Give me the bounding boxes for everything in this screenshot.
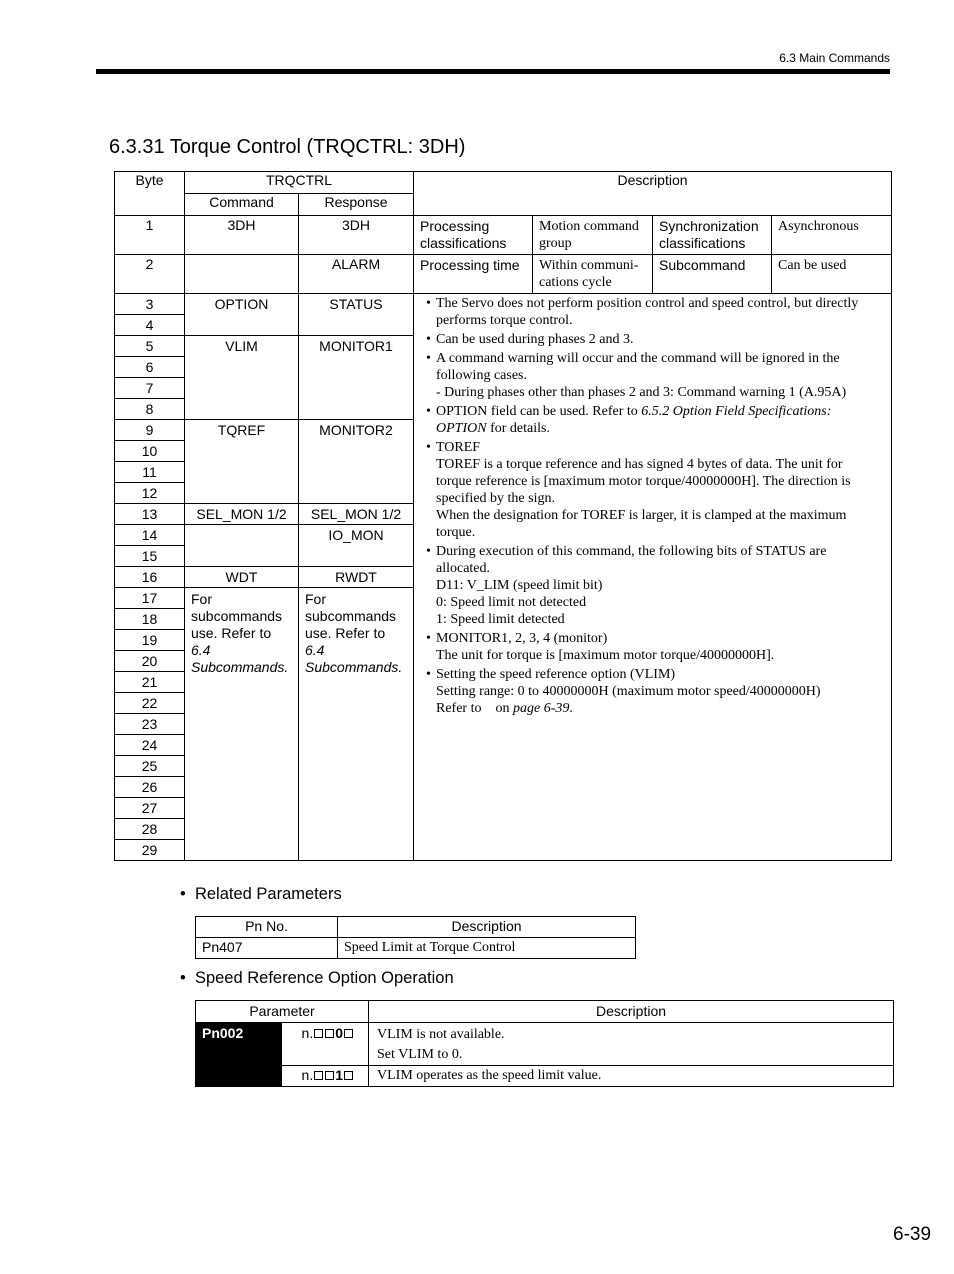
header-response: Response	[299, 194, 414, 216]
byte-cell: 17	[115, 588, 185, 609]
byte-cell: 1	[115, 216, 185, 255]
header-description: Description	[414, 172, 892, 216]
byte-cell: 5	[115, 336, 185, 357]
related-parameters-heading: • Related Parameters	[180, 885, 342, 903]
byte-cell: 22	[115, 693, 185, 714]
description-cell	[414, 294, 892, 861]
value-cell: Asynchronous	[772, 216, 892, 255]
byte-cell: 2	[115, 255, 185, 294]
command-cell: VLIM	[185, 336, 299, 420]
byte-cell: 24	[115, 735, 185, 756]
byte-cell: 21	[115, 672, 185, 693]
desc-bullet: • The Servo does not perform position control and speed control, but directly performs torque control.	[426, 295, 881, 329]
response-cell: ALARM	[299, 255, 414, 294]
related-parameters-table	[195, 916, 636, 959]
pn-description: Speed Limit at Torque Control	[338, 938, 636, 959]
response-cell: MONITOR2	[299, 420, 414, 504]
page-number: 6-39	[893, 1224, 932, 1245]
header-command: Command	[185, 194, 299, 216]
byte-cell: 25	[115, 756, 185, 777]
desc-bullet: • Setting the speed reference option (VLIM) Setting range: 0 to 40000000H (maximum motor speed/40000000H) Refer to on page 6-39.	[426, 666, 881, 717]
byte-cell: 13	[115, 504, 185, 525]
byte-cell: 27	[115, 798, 185, 819]
byte-cell: 4	[115, 315, 185, 336]
desc-bullet: • TOREF TOREF is a torque reference and has signed 4 bytes of data. The unit for torque reference is [maximum motor torque/40000000H]. The direction is specified by the sign. When the designation for TOREF is larger, it is clamped at the maximum torque.	[426, 439, 881, 541]
command-cell: 3DH	[185, 216, 299, 255]
speed-reference-table	[195, 1000, 894, 1087]
header-pn-no: Pn No.	[196, 917, 338, 938]
value-cell: Motion command group	[533, 216, 653, 255]
byte-cell: 15	[115, 546, 185, 567]
label-cell: Subcommand	[653, 255, 772, 294]
byte-cell: 18	[115, 609, 185, 630]
byte-cell: 26	[115, 777, 185, 798]
byte-cell: 29	[115, 840, 185, 861]
response-cell: RWDT	[299, 567, 414, 588]
byte-cell: 11	[115, 462, 185, 483]
byte-cell: 6	[115, 357, 185, 378]
response-cell: IO_MON	[299, 525, 414, 567]
byte-cell: 9	[115, 420, 185, 441]
byte-cell: 19	[115, 630, 185, 651]
command-cell: TQREF	[185, 420, 299, 504]
speed-reference-heading: • Speed Reference Option Operation	[180, 969, 454, 987]
header-description: Description	[338, 917, 636, 938]
pn-number: Pn407	[196, 938, 338, 959]
byte-cell: 3	[115, 294, 185, 315]
header-trqctrl: TRQCTRL	[185, 172, 414, 194]
header-byte: Byte	[115, 172, 185, 216]
value-cell: Within communi-cations cycle	[533, 255, 653, 294]
section-title: 6.3.31 Torque Control (TRQCTRL: 3DH)	[109, 136, 466, 158]
header-description: Description	[369, 1001, 894, 1023]
byte-cell: 7	[115, 378, 185, 399]
response-cell: MONITOR1	[299, 336, 414, 420]
label-cell: Processing time	[414, 255, 533, 294]
response-cell: SEL_MON 1/2	[299, 504, 414, 525]
command-cell: WDT	[185, 567, 299, 588]
label-cell: Synchronization classifications	[653, 216, 772, 255]
byte-cell: 20	[115, 651, 185, 672]
desc-bullet: • OPTION field can be used. Refer to 6.5.2 Option Field Specifications: OPTION for details.	[426, 403, 881, 437]
response-cell: STATUS	[299, 294, 414, 336]
command-cell-empty	[185, 525, 299, 567]
response-subcommand-cell: For subcommands use. Refer to 6.4 Subcommands.	[299, 588, 414, 861]
byte-cell: 12	[115, 483, 185, 504]
byte-cell: 16	[115, 567, 185, 588]
setting-description: VLIM is not available. Set VLIM to 0.	[369, 1023, 894, 1066]
command-cell: OPTION	[185, 294, 299, 336]
command-table	[114, 171, 892, 861]
desc-bullet: • A command warning will occur and the command will be ignored in the following cases. - During phases other than phases 2 and 3: Command warning 1 (A.95A)	[426, 350, 881, 401]
header-rule	[96, 69, 890, 74]
command-subcommand-cell: For subcommands use. Refer to 6.4 Subcommands.	[185, 588, 299, 861]
label-cell: Processing classifications	[414, 216, 533, 255]
setting-description: VLIM operates as the speed limit value.	[369, 1066, 894, 1087]
running-header: 6.3 Main Commands	[779, 51, 890, 65]
byte-cell: 28	[115, 819, 185, 840]
desc-bullet: • MONITOR1, 2, 3, 4 (monitor) The unit for torque is [maximum motor torque/40000000H].	[426, 630, 881, 664]
setting-value: n. 0	[282, 1023, 369, 1066]
byte-cell: 10	[115, 441, 185, 462]
command-cell-empty	[185, 255, 299, 294]
value-cell: Can be used	[772, 255, 892, 294]
desc-bullet: • During execution of this command, the following bits of STATUS are allocated. D11: V_LIM (speed limit bit) 0: Speed limit not detected 1: Speed limit detected	[426, 543, 881, 628]
setting-value: n. 1	[282, 1066, 369, 1087]
page-link[interactable]: page 6-39	[512, 701, 570, 716]
header-parameter: Parameter	[196, 1001, 369, 1023]
command-cell: SEL_MON 1/2	[185, 504, 299, 525]
desc-bullet: • Can be used during phases 2 and 3.	[426, 331, 881, 348]
byte-cell: 8	[115, 399, 185, 420]
byte-cell: 23	[115, 714, 185, 735]
byte-cell: 14	[115, 525, 185, 546]
parameter-name: Pn002	[196, 1023, 282, 1087]
response-cell: 3DH	[299, 216, 414, 255]
